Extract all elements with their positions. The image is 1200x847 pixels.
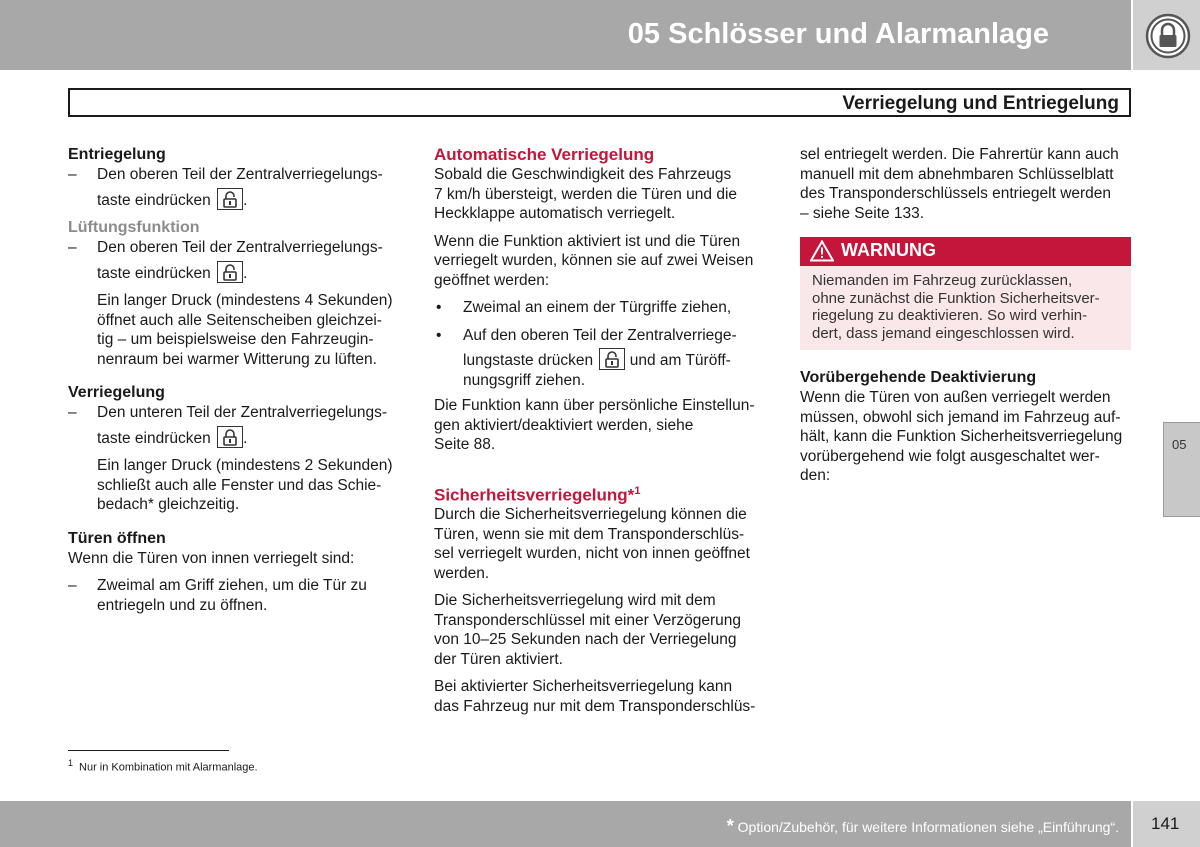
padlock-icon	[1145, 13, 1191, 59]
text: taste eindrücken	[97, 429, 211, 447]
unlock-key-icon	[599, 348, 625, 370]
text-line: das Fahrzeug nur mit dem Transponderschlüs-	[434, 697, 756, 715]
text-line: der Türen aktiviert.	[434, 650, 563, 668]
page-number-box	[1131, 801, 1200, 847]
text-line: Zweimal am Griff ziehen, um die Tür zu	[97, 577, 367, 594]
section-title: Verriegelung und Entriegelung	[842, 93, 1119, 114]
text-line: Wenn die Türen von innen verriegelt sind:	[68, 549, 355, 567]
text-line	[97, 188, 403, 211]
text-line: Türen, wenn sie mit dem Transponderschlüs-	[434, 525, 745, 543]
text-line: Niemanden im Fahrzeug zurücklassen,	[812, 272, 1073, 289]
text-line: Heckklappe automatisch verriegelt.	[434, 205, 676, 222]
bullet: •	[436, 299, 442, 316]
text-line: dert, dass jemand eingeschlossen wird.	[812, 324, 1075, 342]
footer-text: Option/Zubehör, für weitere Informationen siehe „Einführung“.	[733, 819, 1119, 835]
unlock-key-icon	[217, 188, 243, 210]
warning-title: WARNUNG	[841, 240, 936, 260]
paragraph	[434, 505, 769, 583]
list-item	[68, 576, 403, 615]
text-line: Ein langer Druck (mindestens 2 Sekunden)	[97, 457, 393, 474]
text: lungstaste drücken	[463, 352, 594, 369]
text-line: bedach* gleichzeitig.	[97, 496, 240, 513]
paragraph	[434, 396, 769, 455]
text-line: schließt auch alle Fenster und das Schie-	[97, 476, 382, 494]
heading-voruebergehende-deaktivierung: Vorübergehende Deaktivierung	[800, 369, 1037, 386]
heading-sicherheitsverriegelung	[434, 481, 769, 506]
text-line: von 10–25 Sekunden nach der Verriegelung	[434, 631, 737, 649]
text-line: öffnet auch alle Seitenscheiben gleichzei-	[97, 311, 382, 329]
text-line: Bei aktivierter Sicherheitsverriegelung kann	[434, 678, 733, 696]
chapter-icon-box	[1131, 0, 1200, 70]
chapter-number: 05	[1172, 437, 1187, 452]
text-line: geöffnet werden:	[434, 271, 550, 289]
list-item	[68, 165, 403, 210]
footer	[0, 801, 1131, 847]
text-line: Durch die Sicherheitsverriegelung können die	[434, 506, 747, 524]
text-line: Transponderschlüssel mit einer Verzögerung	[434, 611, 742, 629]
text-line: riegelung zu deaktivieren. So wird verhin-	[812, 307, 1088, 324]
dash: –	[68, 166, 77, 183]
text-line: entriegeln und zu öffnen.	[97, 596, 268, 614]
footnote-ref: 1	[634, 484, 641, 497]
text-line: müssen, obwohl sich jemand im Fahrzeug auf-	[800, 408, 1121, 426]
section-header	[68, 88, 1131, 117]
paragraph	[434, 232, 769, 291]
chapter-side-tab	[1163, 422, 1200, 517]
chapter-title: 05 Schlösser und Alarmanlage	[627, 18, 1049, 50]
text-line: Ein langer Druck (mindestens 4 Sekunden)	[97, 292, 393, 309]
text-line	[97, 426, 403, 449]
text: taste eindrücken	[97, 264, 211, 282]
list-item	[434, 298, 769, 318]
text-line: hält, kann die Funktion Sicherheitsverriegelung	[800, 428, 1123, 445]
paragraph	[434, 165, 769, 224]
text-line: Sobald die Geschwindigkeit des Fahrzeugs	[434, 166, 732, 183]
text-line: Den oberen Teil der Zentralverriegelungs-	[97, 239, 383, 256]
page-number: 141	[1151, 814, 1180, 833]
list-item	[68, 403, 403, 448]
text-line: tig – um beispielsweise den Fahrzeugin-	[97, 331, 374, 348]
paragraph	[68, 456, 403, 515]
paragraph	[800, 388, 1131, 486]
warning-text	[800, 266, 1131, 342]
text-line: sel entriegelt werden. Die Fahrertür kann auch	[800, 146, 1119, 163]
footnote-number: 1	[68, 758, 74, 768]
heading-entriegelung: Entriegelung	[68, 146, 166, 163]
heading-automatische-verriegelung: Automatische Verriegelung	[434, 145, 655, 164]
heading-tueren-oeffnen: Türen öffnen	[68, 529, 166, 547]
text-line: – siehe Seite 133.	[800, 204, 925, 222]
text-line: ohne zunächst die Funktion Sicherheitsver-	[812, 289, 1100, 307]
footer-note	[727, 816, 1119, 837]
bullet: •	[436, 326, 442, 344]
dash: –	[68, 577, 77, 594]
dash: –	[68, 404, 77, 421]
text-line	[463, 348, 769, 371]
text-line: Zweimal an einem der Türgriffe ziehen,	[463, 299, 732, 316]
text-line: gen aktiviert/deaktiviert werden, siehe	[434, 416, 694, 434]
asterisk: *	[726, 816, 734, 836]
text: und am Türöff-	[629, 352, 731, 369]
text-line: Wenn die Türen von außen verriegelt werden	[800, 389, 1111, 406]
lock-key-icon	[217, 426, 243, 448]
text-line: Wenn die Funktion aktiviert ist und die Türen	[434, 232, 741, 250]
paragraph	[68, 291, 403, 369]
heading-text: Sicherheitsverriegelung*	[434, 485, 635, 505]
column-2	[434, 145, 769, 716]
heading-lueftungsfunktion: Lüftungsfunktion	[68, 219, 200, 236]
text-line: verriegelt wurden, können sie auf zwei Weisen	[434, 252, 754, 269]
text: .	[243, 429, 248, 447]
warning-header	[800, 237, 1131, 266]
text-line: Die Funktion kann über persönliche Einstellun-	[434, 397, 755, 414]
list-item	[434, 326, 769, 391]
text: taste eindrücken	[97, 191, 211, 209]
warning-box	[800, 237, 1131, 350]
heading-verriegelung: Verriegelung	[68, 384, 165, 401]
footnote-divider	[68, 750, 229, 751]
paragraph	[434, 677, 769, 716]
chapter-header	[0, 0, 1131, 70]
column-1	[68, 145, 403, 615]
text-line: Den unteren Teil der Zentralverriegelungs-	[97, 404, 388, 421]
text-line: Den oberen Teil der Zentralverriegelungs-	[97, 166, 383, 183]
text-line: nungsgriff ziehen.	[463, 371, 586, 389]
column-3	[800, 145, 1131, 486]
text-line	[97, 261, 403, 284]
text-line: sel verriegelt wurden, nicht von innen geöffnet	[434, 545, 750, 563]
text-line: manuell mit dem abnehmbaren Schlüsselblatt	[800, 165, 1114, 183]
text-line: 7 km/h übersteigt, werden die Türen und die	[434, 185, 738, 203]
warning-triangle-icon	[810, 240, 834, 262]
footnote	[68, 758, 258, 774]
text-line: nenraum bei warmer Witterung zu lüften.	[97, 350, 377, 368]
text-line: Die Sicherheitsverriegelung wird mit dem	[434, 592, 716, 610]
text-line: Auf den oberen Teil der Zentralverriege-	[463, 326, 737, 344]
paragraph	[800, 145, 1131, 223]
dash: –	[68, 239, 77, 256]
text-line: den:	[800, 467, 831, 484]
text: .	[243, 264, 248, 282]
unlock-key-icon	[217, 261, 243, 283]
list-item	[68, 238, 403, 283]
text-line: vorübergehend wie folgt ausgeschaltet wer-	[800, 447, 1100, 465]
paragraph	[434, 591, 769, 669]
text: .	[243, 191, 248, 209]
text-line: des Transponderschlüssels entriegelt werden	[800, 185, 1112, 202]
text-line: Seite 88.	[434, 436, 496, 453]
footnote-text: Nur in Kombination mit Alarmanlage.	[79, 761, 258, 774]
text-line: werden.	[434, 564, 490, 582]
